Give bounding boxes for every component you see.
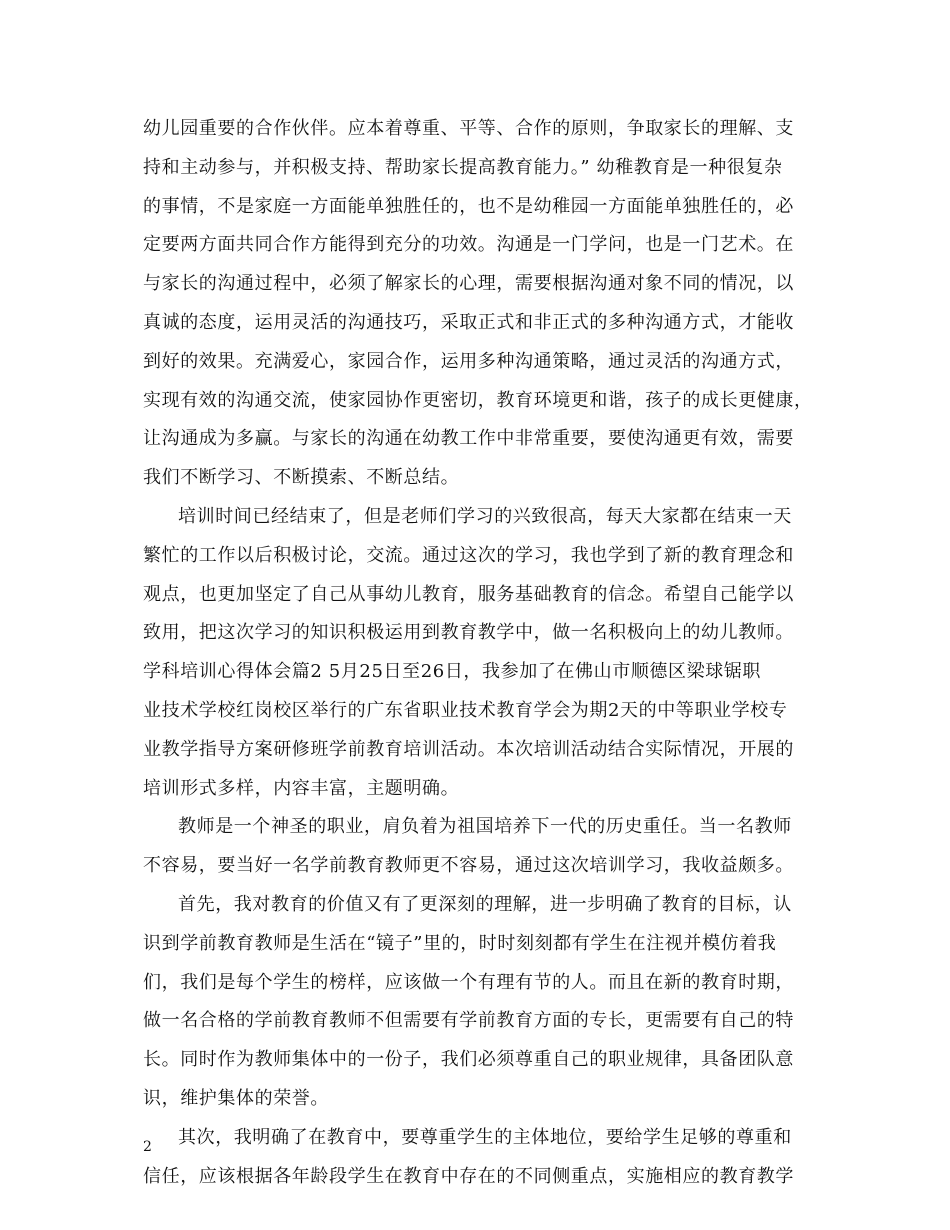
text-line: 培训形式多样，内容丰富，主题明确。 — [143, 777, 460, 799]
page-number: 2 — [143, 1139, 152, 1155]
text-line: 首先，我对教育的价值又有了更深刻的理解，进一步明确了教育的目标，认 — [178, 894, 792, 915]
text-line: 做一名合格的学前教育教师不但需要有学前教育方面的专长，更需要有自己的特 — [143, 1010, 794, 1032]
text-line: 定要两方面共同合作方能得到充分的功效。沟通是一门学问，也是一门艺术。在 — [143, 234, 794, 256]
text-line: 教师是一个神圣的职业，肩负着为祖国培养下一代的历史重任。当一名教师 — [178, 816, 792, 838]
text-line: 与家长的沟通过程中，必须了解家长的心理，需要根据沟通对象不同的情况，以 — [143, 273, 794, 295]
text-line: 不容易，要当好一名学前教育教师更不容易，通过这次培训学习，我收益颇多。 — [143, 855, 794, 877]
text-line: 真诚的态度，运用灵活的沟通技巧，采取正式和非正式的多种沟通方式，才能收 — [143, 312, 794, 333]
text-line: 致用，把这次学习的知识积极运用到教育教学中，做一名积极向上的幼儿教师。 — [143, 622, 794, 644]
text-line: 让沟通成为多赢。与家长的沟通在幼教工作中非常重要，要使沟通更有效，需要 — [143, 428, 794, 450]
text-line: 识到学前教育教师是生活在“镜子”里的，时时刻刻都有学生在注视并模仿着我 — [143, 932, 777, 954]
text-line: 培训时间已经结束了，但是老师们学习的兴致很高，每天大家都在结束一天 — [178, 506, 792, 527]
text-line: 实现有效的沟通交流，使家园协作更密切，教育环境更和谐，孩子的成长更健康， — [143, 389, 813, 411]
text-line: 观点，也更加坚定了自己从事幼儿教育，服务基础教育的信念。希望自己能学以 — [143, 583, 794, 605]
text-line: 到好的效果。充满爱心，家园合作，运用多种沟通策略，通过灵活的沟通方式， — [143, 350, 794, 372]
text-line: 长。同时作为教师集体中的一份子，我们必须尊重自己的职业规律，具备团队意 — [143, 1049, 794, 1071]
text-line: 其次，我明确了在教育中，要尊重学生的主体地位，要给学生足够的尊重和 — [178, 1126, 792, 1148]
text-line: 识，维护集体的荣誉。 — [143, 1088, 329, 1109]
text-line: 信任，应该根据各年龄段学生在教育中存在的不同侧重点，实施相应的教育教学 — [143, 1165, 794, 1187]
text-line: 业教学指导方案研修班学前教育培训活动。本次培训活动结合实际情况，开展的 — [143, 738, 794, 760]
text-line: 繁忙的工作以后积极讨论，交流。通过这次的学习，我也学到了新的教育理念和 — [143, 544, 794, 566]
text-line: 业技术学校红岗校区举行的广东省职业技术教育学会为期2天的中等职业学校专 — [143, 700, 788, 721]
text-line: 幼儿园重要的合作伙伴。应本着尊重、平等、合作的原则，争取家长的理解、支 — [143, 118, 794, 139]
text-line: 持和主动参与，并积极支持、帮助家长提高教育能力。” 幼稚教育是一种很复杂 — [143, 156, 783, 178]
text-line: 学科培训心得体会篇2 5月25日至26日，我参加了在佛山市顺德区梁球锯职 — [143, 661, 762, 683]
text-line: 的事情，不是家庭一方面能单独胜任的，也不是幼稚园一方面能单独胜任的，必 — [143, 195, 794, 217]
text-line: 们，我们是每个学生的榜样，应该做一个有理有节的人。而且在新的教育时期， — [143, 971, 794, 993]
text-line: 我们不断学习、不断摸索、不断总结。 — [143, 467, 460, 489]
